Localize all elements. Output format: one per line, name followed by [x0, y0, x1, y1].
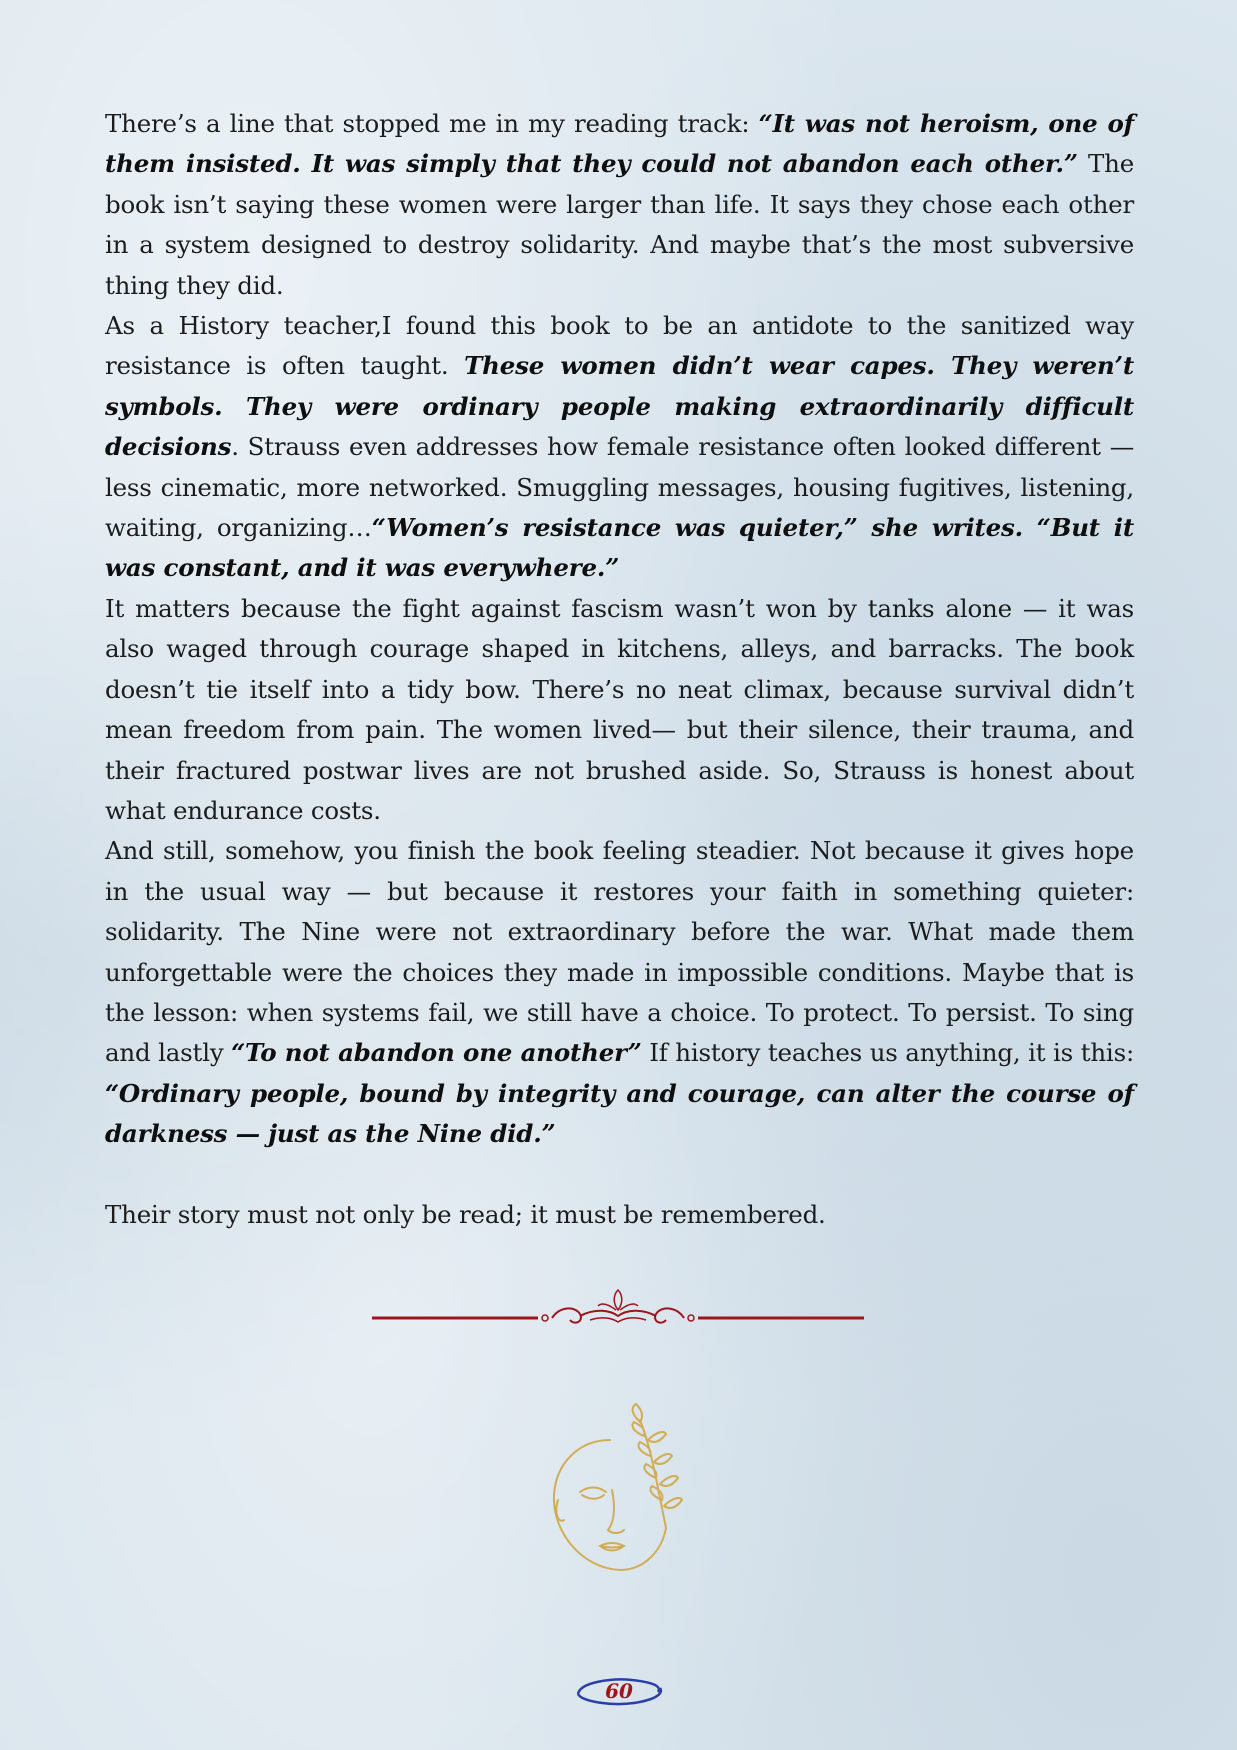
paragraph [105, 104, 1134, 306]
line-art-face-with-laurel-icon [540, 1400, 700, 1580]
text-run: As a History teacher,I found this book to be an antidote to the sanitized way resistance is often taught. [105, 311, 1134, 381]
paragraph [105, 306, 1134, 589]
text-run: And still, somehow, you finish the book feeling steadier. Not because it gives hope in the usual way — but because it restores your faith in something quieter: solidarity. The Nine were not extraordinary before the war. What made them unforgettable were the choices they made in impossible conditions. Maybe that is the lesson: when systems fail, we still have a choice. To protect. To persist. To sing and lastly [105, 836, 1134, 1068]
quote-emphasis: “Ordinary people, bound by integrity and courage, can alter the course of darkness — just as the Nine did.” [105, 1078, 1134, 1149]
page-number-label: 60 [605, 1679, 633, 1703]
paragraph [105, 589, 1134, 831]
ornamental-divider-icon [370, 1286, 866, 1326]
article-body [105, 104, 1134, 1235]
quote-emphasis: “To not abandon one another” [231, 1038, 642, 1068]
quote-emphasis: These women didn’t wear capes. They weren’t symbols. They were ordinary people making extraordinarily difficult decisions [105, 351, 1134, 462]
text-run: It matters because the fight against fascism wasn’t won by tanks alone — it was also waged through courage shaped in kitchens, alleys, and barracks. The book doesn’t tie itself into a tidy bow. There’s no neat climax, because survival didn’t mean freedom from pain. The women lived— but their silence, their trauma, and their fractured postwar lives are not brushed aside. So, Strauss is honest about what endurance costs. [105, 593, 1134, 825]
text-run: If history teaches us anything, it is this: [641, 1038, 1134, 1068]
quote-emphasis: “It was not heroism, one of them insisted. It was simply that they could not abandon each other.” [105, 109, 1134, 179]
text-run: There’s a line that stopped me in my reading track: [105, 109, 759, 138]
paragraph [105, 831, 1134, 1154]
closing-line: Their story must not only be read; it must be remembered. [105, 1199, 826, 1229]
quote-emphasis: “Women’s resistance was quieter,” she writes. “But it was constant, and it was everywhere.” [105, 513, 1134, 583]
page-number [572, 1674, 666, 1708]
text-run: The book isn’t saying these women were larger than life. It says they chose each other in a system designed to destroy solidarity. And maybe that’s the most subversive thing they did. [105, 149, 1135, 300]
text-run: . Strauss even addresses how female resistance often looked different — less cinematic, more networked. Smuggling messages, housing fugitives, listening, waiting, organizing… [105, 432, 1134, 543]
